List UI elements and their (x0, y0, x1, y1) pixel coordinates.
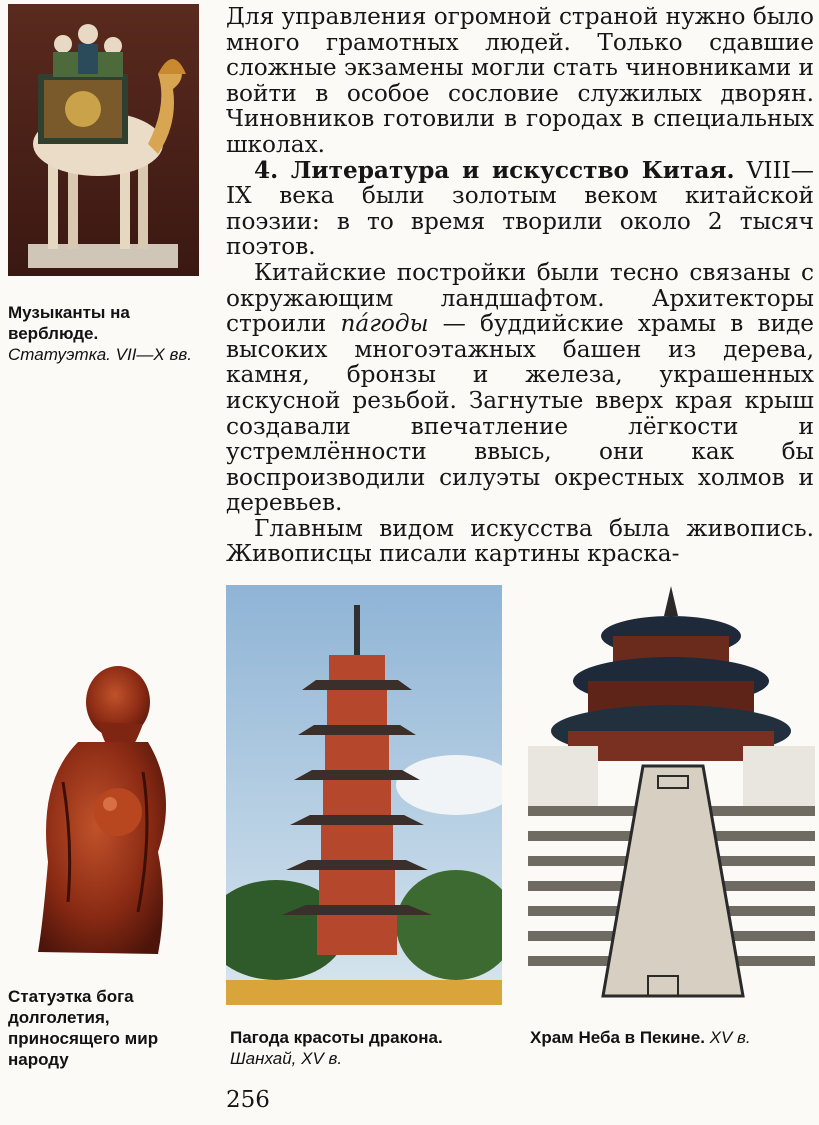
section-heading: 4. Литература и искусство Китая. (254, 156, 735, 184)
pagoda-caption-title: Пагода красоты дракона. (230, 1028, 443, 1047)
camel-caption (8, 302, 204, 365)
main-text (226, 4, 814, 567)
temple-caption (530, 1027, 816, 1048)
camel-caption-title: Музыканты на верблюде. (8, 303, 130, 343)
paragraph-2 (226, 158, 814, 260)
temple-caption-title: Храм Неба в Пекине. (530, 1028, 705, 1047)
longevity-statuette-image (18, 662, 180, 967)
pagoda-caption-subtitle: Шанхай, XV в. (230, 1049, 343, 1068)
camel-musicians-photo (8, 4, 199, 276)
page-number: 256 (226, 1087, 270, 1113)
pagoda-photo (226, 585, 502, 1005)
statuette-caption: Статуэтка бога долголетия, приносящего мир народу (8, 987, 159, 1069)
paragraph-2-body: IX века были золотым веком китайской поэзии: в то время творили около 2 тысяч поэтов. (226, 182, 814, 261)
pagoda-term: пáгоды (340, 310, 429, 338)
pagoda-caption (230, 1027, 520, 1069)
paragraph-3-body: — буддийские храмы в виде высоких многоэтажных башен из дерева, камня, бронзы и железа, украшенных искусной резьбой. Загнутые вверх края крыш создавали впечатление лёгкости и устремлённости ввысь, они как бы воспроизводили силуэты окрестных холмов и деревьев. (226, 310, 814, 517)
paragraph-1: Для управления огромной страной нужно было много грамотных людей. Только сдавшие сложные экзамены могли стать чиновниками и войти в особое сословие служилых дворян. Чиновников готовили в городах в специальных школах. (226, 3, 814, 158)
temple-caption-subtitle: XV в. (709, 1028, 751, 1047)
paragraph-3 (226, 260, 814, 516)
camel-caption-subtitle: Статуэтка. VII—X вв. (8, 345, 192, 364)
paragraph-4: Главным видом искусства была живопись. Живописцы писали картины краска- (226, 514, 814, 568)
heading-tail: VIII— (746, 156, 814, 184)
paragraph-3-lead: Китайские постройки были тесно связаны с окружающим ландшафтом. Архитекторы строили (226, 258, 814, 338)
temple-of-heaven-photo (528, 586, 815, 1004)
